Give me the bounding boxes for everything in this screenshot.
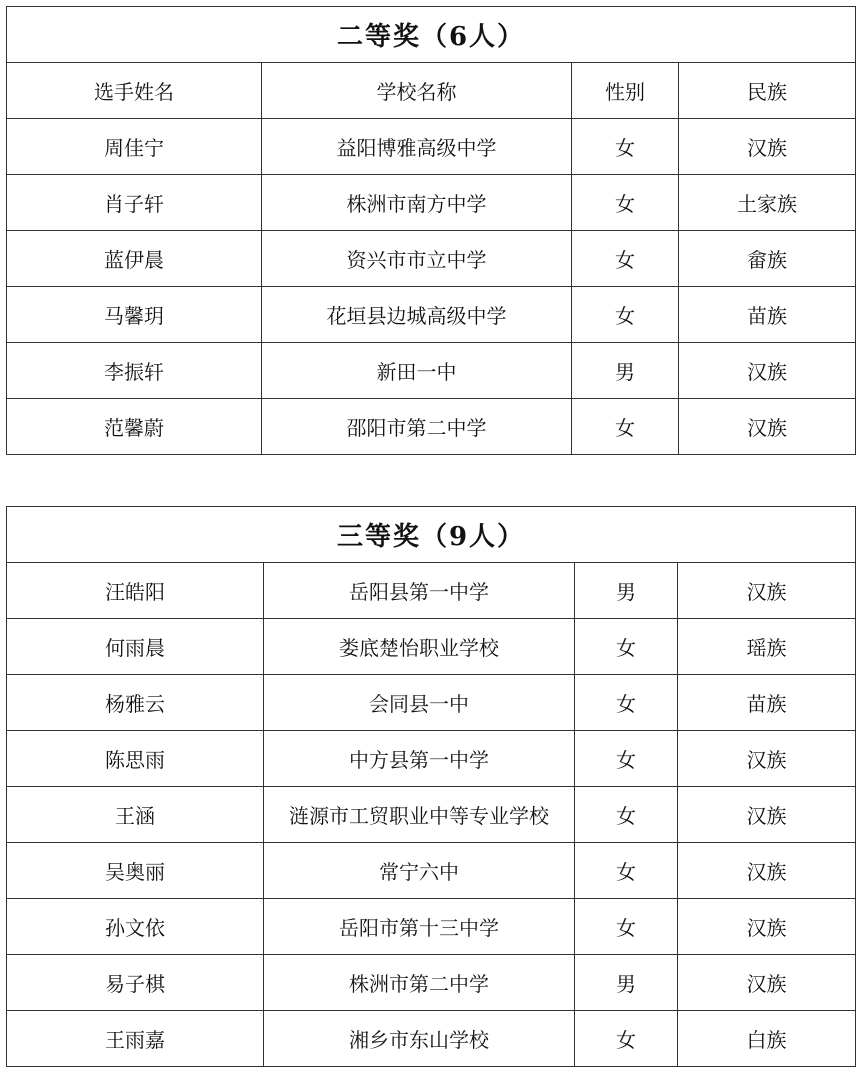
student-name: 何雨晨 bbox=[7, 619, 264, 675]
gender: 女 bbox=[572, 119, 679, 175]
gender: 女 bbox=[572, 231, 679, 287]
gender: 男 bbox=[572, 343, 679, 399]
student-name: 肖子轩 bbox=[7, 175, 262, 231]
header-gender: 性别 bbox=[572, 63, 679, 119]
ethnicity: 汉族 bbox=[679, 343, 856, 399]
table-row bbox=[7, 175, 856, 231]
gender: 女 bbox=[575, 843, 678, 899]
header-school: 学校名称 bbox=[262, 63, 572, 119]
gender: 女 bbox=[575, 899, 678, 955]
student-name: 王雨嘉 bbox=[7, 1011, 264, 1067]
ethnicity: 土家族 bbox=[679, 175, 856, 231]
student-name: 范馨蔚 bbox=[7, 399, 262, 455]
ethnicity: 白族 bbox=[678, 1011, 856, 1067]
second-prize-title: 二等奖（6人） bbox=[7, 7, 856, 63]
table-row bbox=[7, 399, 856, 455]
ethnicity: 汉族 bbox=[679, 399, 856, 455]
third-prize-table bbox=[6, 506, 856, 1067]
table-row bbox=[7, 287, 856, 343]
table-row bbox=[7, 619, 856, 675]
table-row bbox=[7, 563, 856, 619]
school-name: 岳阳市第十三中学 bbox=[264, 899, 575, 955]
school-name: 岳阳县第一中学 bbox=[264, 563, 575, 619]
ethnicity: 苗族 bbox=[678, 675, 856, 731]
student-name: 马馨玥 bbox=[7, 287, 262, 343]
school-name: 邵阳市第二中学 bbox=[262, 399, 572, 455]
gender: 女 bbox=[572, 175, 679, 231]
table-row bbox=[7, 119, 856, 175]
third-prize-title: 三等奖（9人） bbox=[7, 507, 856, 563]
student-name: 周佳宁 bbox=[7, 119, 262, 175]
gender: 女 bbox=[575, 1011, 678, 1067]
ethnicity: 汉族 bbox=[678, 955, 856, 1011]
student-name: 孙文依 bbox=[7, 899, 264, 955]
school-name: 株洲市第二中学 bbox=[264, 955, 575, 1011]
school-name: 新田一中 bbox=[262, 343, 572, 399]
school-name: 湘乡市东山学校 bbox=[264, 1011, 575, 1067]
ethnicity: 汉族 bbox=[678, 563, 856, 619]
school-name: 常宁六中 bbox=[264, 843, 575, 899]
school-name: 资兴市市立中学 bbox=[262, 231, 572, 287]
school-name: 中方县第一中学 bbox=[264, 731, 575, 787]
ethnicity: 瑶族 bbox=[678, 619, 856, 675]
ethnicity: 畲族 bbox=[679, 231, 856, 287]
student-name: 李振轩 bbox=[7, 343, 262, 399]
gender: 女 bbox=[575, 619, 678, 675]
table-row bbox=[7, 343, 856, 399]
table-row bbox=[7, 675, 856, 731]
table-row bbox=[7, 1011, 856, 1067]
second-prize-table bbox=[6, 6, 856, 455]
school-name: 株洲市南方中学 bbox=[262, 175, 572, 231]
student-name: 汪皓阳 bbox=[7, 563, 264, 619]
table-row bbox=[7, 955, 856, 1011]
gender: 女 bbox=[575, 787, 678, 843]
ethnicity: 汉族 bbox=[678, 787, 856, 843]
school-name: 会同县一中 bbox=[264, 675, 575, 731]
student-name: 吴奥丽 bbox=[7, 843, 264, 899]
student-name: 陈思雨 bbox=[7, 731, 264, 787]
table-row bbox=[7, 787, 856, 843]
table-row bbox=[7, 843, 856, 899]
gender: 女 bbox=[575, 675, 678, 731]
header-name: 选手姓名 bbox=[7, 63, 262, 119]
ethnicity: 汉族 bbox=[679, 119, 856, 175]
ethnicity: 汉族 bbox=[678, 899, 856, 955]
gender: 女 bbox=[572, 287, 679, 343]
header-row bbox=[7, 63, 856, 119]
table-row bbox=[7, 231, 856, 287]
ethnicity: 汉族 bbox=[678, 731, 856, 787]
gender: 男 bbox=[575, 563, 678, 619]
student-name: 王涵 bbox=[7, 787, 264, 843]
school-name: 益阳博雅高级中学 bbox=[262, 119, 572, 175]
table-row bbox=[7, 899, 856, 955]
table-row bbox=[7, 731, 856, 787]
school-name: 花垣县边城高级中学 bbox=[262, 287, 572, 343]
student-name: 蓝伊晨 bbox=[7, 231, 262, 287]
gender: 女 bbox=[575, 731, 678, 787]
ethnicity: 汉族 bbox=[678, 843, 856, 899]
ethnicity: 苗族 bbox=[679, 287, 856, 343]
student-name: 易子棋 bbox=[7, 955, 264, 1011]
gender: 男 bbox=[575, 955, 678, 1011]
header-ethnicity: 民族 bbox=[679, 63, 856, 119]
gender: 女 bbox=[572, 399, 679, 455]
school-name: 娄底楚怡职业学校 bbox=[264, 619, 575, 675]
school-name: 涟源市工贸职业中等专业学校 bbox=[264, 787, 575, 843]
student-name: 杨雅云 bbox=[7, 675, 264, 731]
